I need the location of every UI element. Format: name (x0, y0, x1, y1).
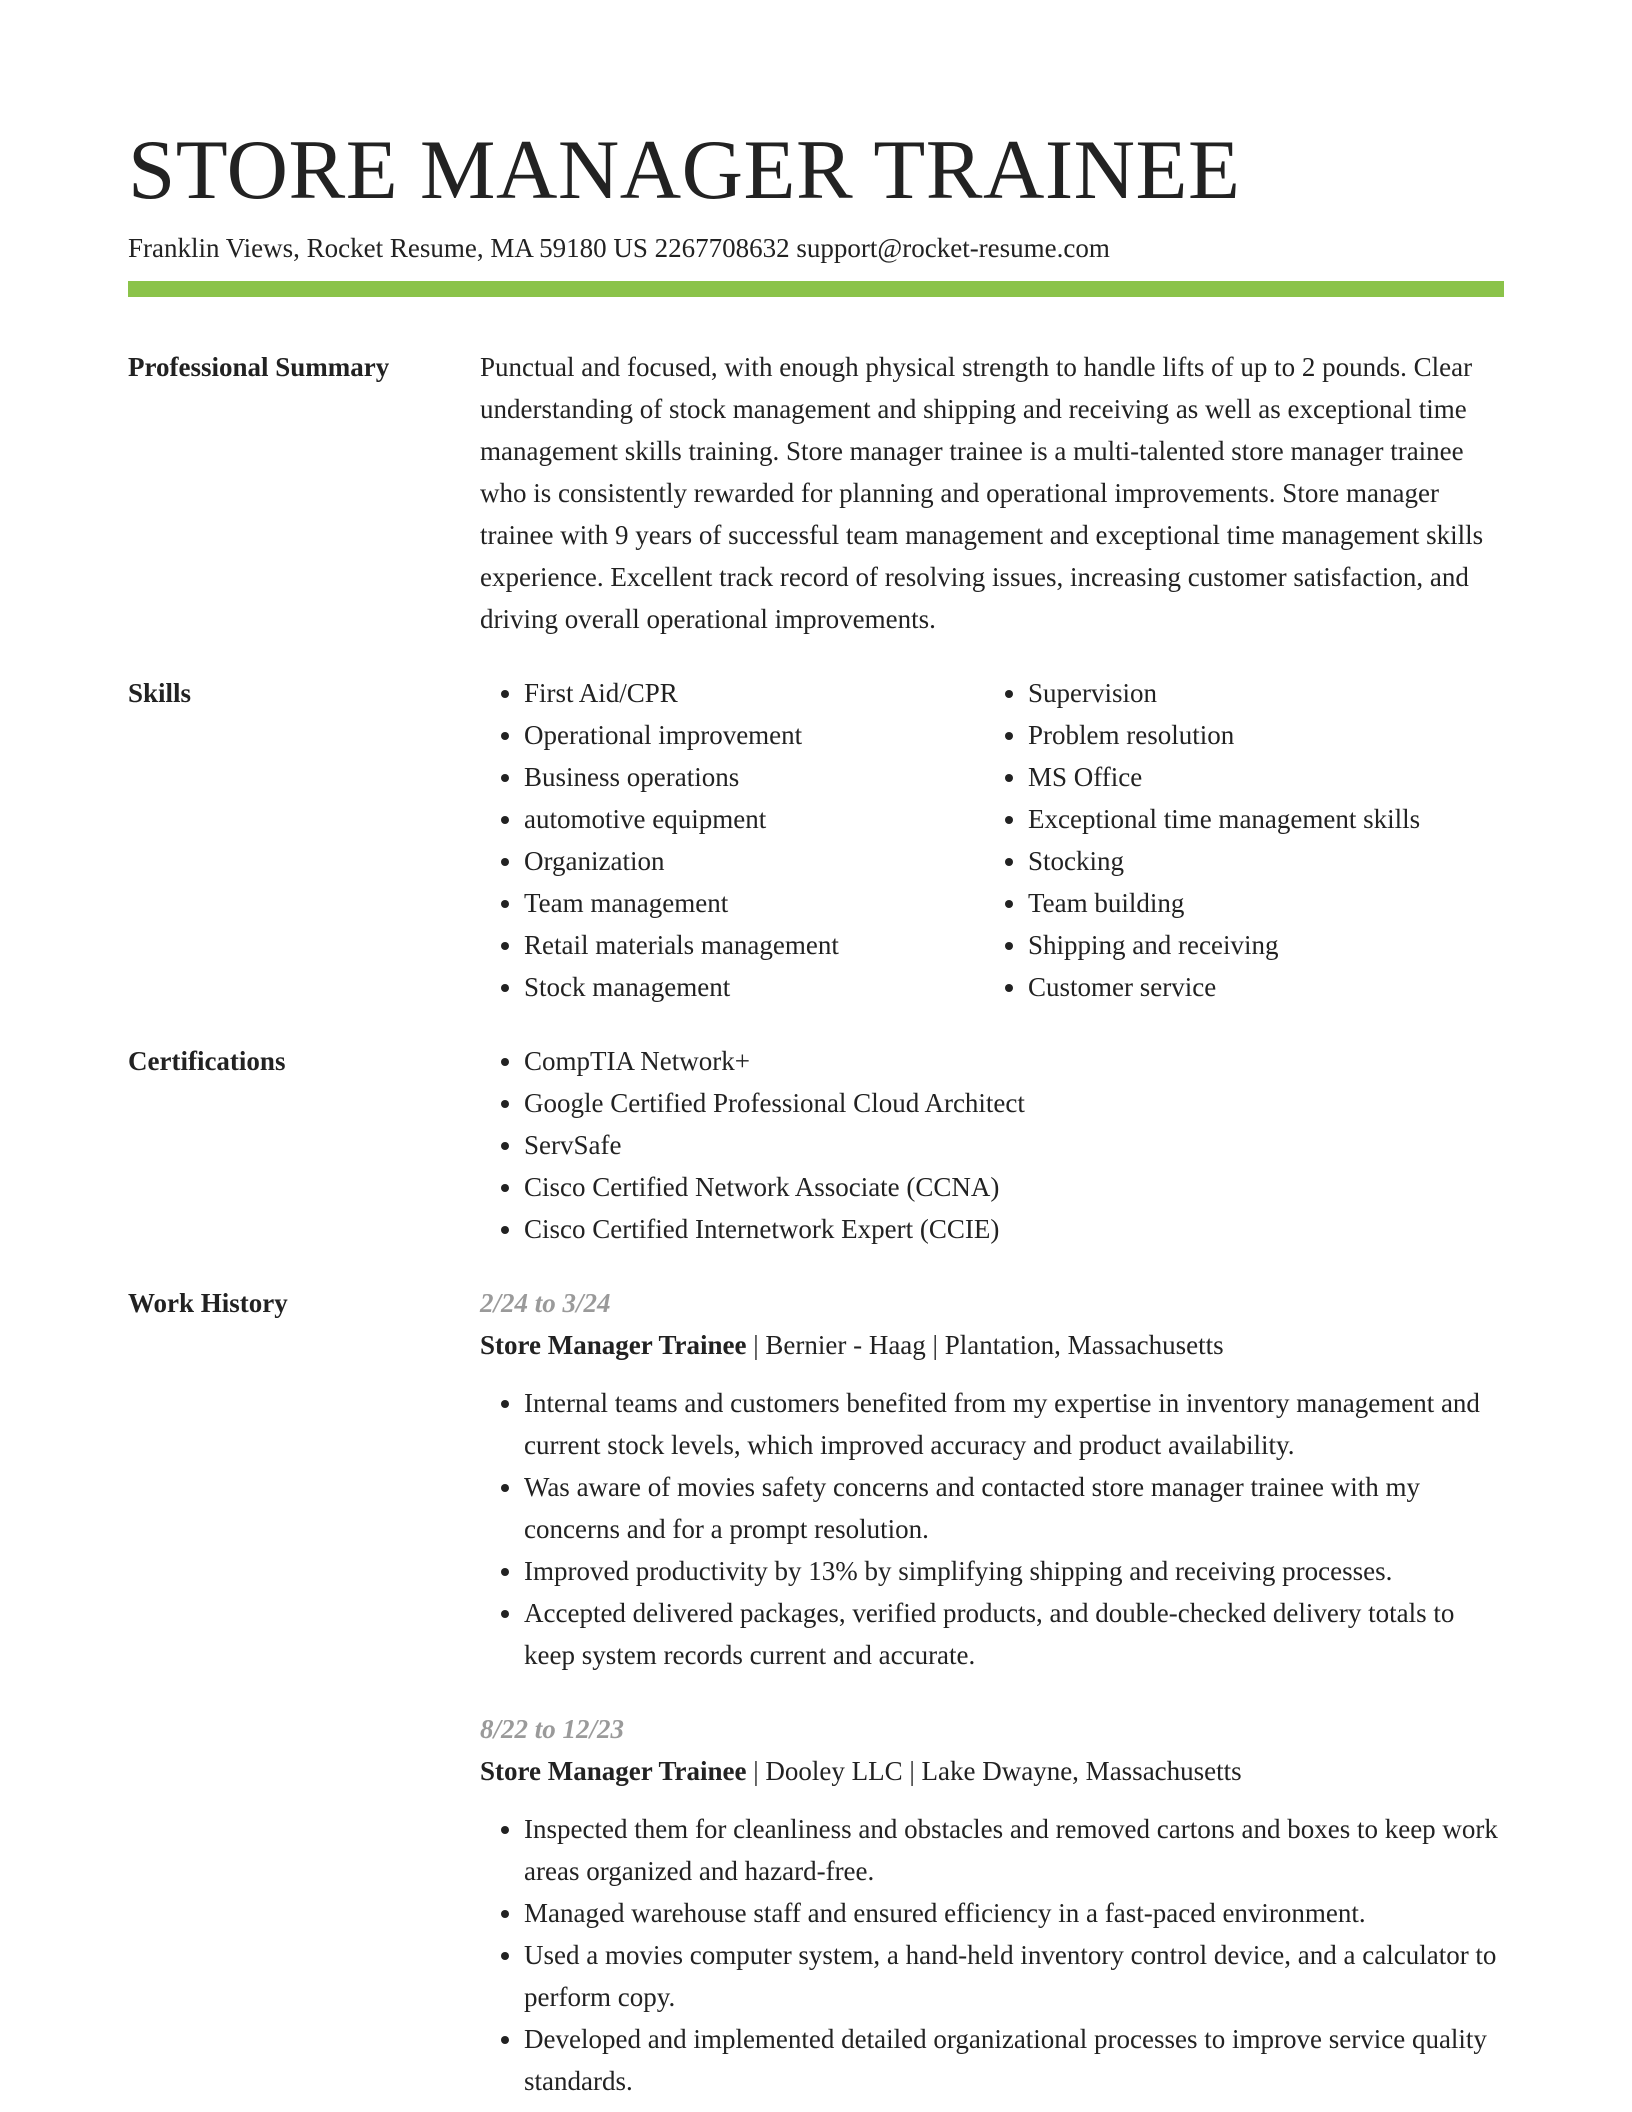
job-title: Store Manager Trainee (480, 1756, 747, 1786)
certification-item: • CompTIA Network+ (524, 1040, 1504, 1082)
summary-text: Punctual and focused, with enough physical strength to handle lifts of up to 2 pounds. Clear understanding of stock management and shipping and receiving as well as exceptional time management skills training. Store manager trainee is a multi-talented store manager trainee who is consistently rewarded for planning and operational improvements. Store manager trainee with 9 years of successful team management and exceptional time management skills experience. Excellent track record of resolving issues, increasing customer satisfaction, and driving overall operational improvements. (480, 352, 1484, 634)
job-entry (480, 1708, 1504, 2102)
job-employer-location: | Bernier - Haag | Plantation, Massachusetts (746, 1330, 1224, 1360)
skill-item: • Exceptional time management skills (1028, 798, 1488, 840)
job-bullet: • Internal teams and customers benefited from my expertise in inventory management and current stock levels, which improved accuracy and product availability. (524, 1382, 1504, 1466)
resume-page (128, 0, 1504, 2102)
accent-divider (128, 281, 1504, 297)
job-dates: 8/22 to 12/23 (480, 1714, 625, 1744)
section-label-certifications: Certifications (128, 1046, 286, 1076)
work-history-section (128, 1282, 1504, 2102)
skill-item: • Stocking (1028, 840, 1488, 882)
job-bullets (480, 1382, 1504, 1676)
skills-list-left (480, 672, 984, 1008)
job-bullet: • Was aware of movies safety concerns and contacted store manager trainee with my concerns and for a prompt resolution. (524, 1466, 1504, 1550)
skill-item: • Team building (1028, 882, 1488, 924)
certification-item: • Cisco Certified Network Associate (CCNA) (524, 1166, 1504, 1208)
certifications-list (480, 1040, 1504, 1250)
job-bullet: • Accepted delivered packages, verified products, and double-checked delivery totals to keep system records current and accurate. (524, 1592, 1504, 1676)
skills-column-right (984, 672, 1488, 1008)
job-bullet: • Developed and implemented detailed organizational processes to improve service quality standards. (524, 2018, 1504, 2102)
skill-item: • Business operations (524, 756, 984, 798)
job-bullet: • Improved productivity by 13% by simplifying shipping and receiving processes. (524, 1550, 1504, 1592)
skill-item: • First Aid/CPR (524, 672, 984, 714)
job-heading (480, 1324, 1504, 1366)
skill-item: • Supervision (1028, 672, 1488, 714)
skill-item: • automotive equipment (524, 798, 984, 840)
job-dates: 2/24 to 3/24 (480, 1288, 611, 1318)
certification-item: • ServSafe (524, 1124, 1504, 1166)
contact-info: Franklin Views, Rocket Resume, MA 59180 US 2267708632 support@rocket-resume.com (128, 233, 1110, 263)
summary-section (128, 346, 1504, 640)
skills-column-left (480, 672, 984, 1008)
job-entry (480, 1282, 1504, 1676)
job-bullet: • Inspected them for cleanliness and obstacles and removed cartons and boxes to keep work areas organized and hazard-free. (524, 1808, 1504, 1892)
certifications-section (128, 1040, 1504, 1250)
skill-item: • MS Office (1028, 756, 1488, 798)
job-title: Store Manager Trainee (480, 1330, 747, 1360)
job-heading (480, 1750, 1504, 1792)
certification-item: • Google Certified Professional Cloud Architect (524, 1082, 1504, 1124)
section-label-summary: Professional Summary (128, 352, 390, 382)
skill-item: • Problem resolution (1028, 714, 1488, 756)
resume-name: STORE MANAGER TRAINEE (128, 123, 1241, 217)
skills-body (480, 672, 1504, 1008)
job-bullets (480, 1808, 1504, 2102)
section-label-skills: Skills (128, 678, 192, 708)
job-bullet: • Used a movies computer system, a hand-held inventory control device, and a calculator to perform copy. (524, 1934, 1504, 2018)
job-employer-location: | Dooley LLC | Lake Dwayne, Massachusetts (746, 1756, 1242, 1786)
certification-item: • Cisco Certified Internetwork Expert (CCIE) (524, 1208, 1504, 1250)
skill-item: • Operational improvement (524, 714, 984, 756)
skill-item: • Retail materials management (524, 924, 984, 966)
skills-section (128, 672, 1504, 1008)
summary-body (480, 346, 1504, 640)
skills-columns (480, 672, 1504, 1008)
certifications-body (480, 1040, 1504, 1250)
skill-item: • Stock management (524, 966, 984, 1008)
skills-list-right (984, 672, 1488, 1008)
skill-item: • Shipping and receiving (1028, 924, 1488, 966)
skill-item: • Team management (524, 882, 984, 924)
work-history-body (480, 1282, 1504, 2102)
section-label-work-history: Work History (128, 1288, 288, 1318)
skill-item: • Organization (524, 840, 984, 882)
job-bullet: • Managed warehouse staff and ensured efficiency in a fast-paced environment. (524, 1892, 1504, 1934)
skill-item: • Customer service (1028, 966, 1488, 1008)
